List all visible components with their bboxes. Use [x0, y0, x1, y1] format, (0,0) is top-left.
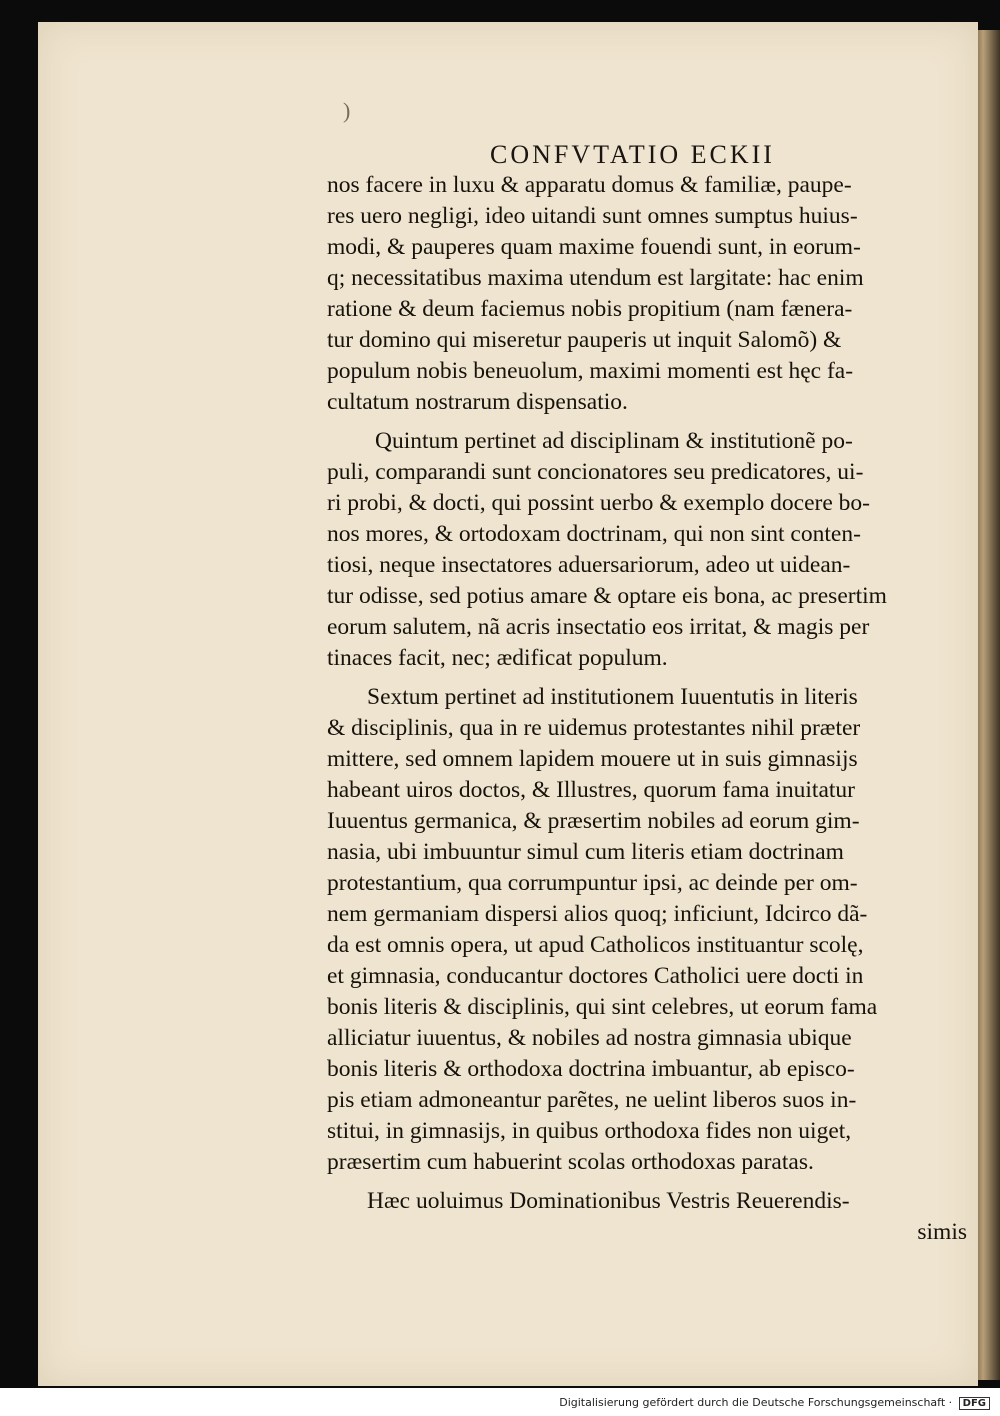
text-line: nos mores, & ortodoxam doctrinam, qui non sint conten- — [327, 521, 861, 547]
text-line: ratione & deum faciemus nobis propitium (nam fænera- — [327, 296, 853, 322]
text-line: bonis literis & orthodoxa doctrina imbuantur, ab episco- — [327, 1056, 855, 1082]
text-line: tur domino qui miseretur pauperis ut inquit Salomõ) & — [327, 327, 842, 353]
text-line: pis etiam admoneantur parẽtes, ne uelint liberos suos in- — [327, 1087, 857, 1113]
text-line: res uero negligi, ideo uitandi sunt omnes sumptus huius- — [327, 203, 858, 229]
text-line: et gimnasia, conducantur doctores Catholici uere docti in — [327, 963, 864, 989]
margin-mark: ) — [343, 98, 351, 123]
text-line: q; necessitatibus maxima utendum est largitate: hac enim — [327, 265, 864, 291]
text-line: mittere, sed omnem lapidem mouere ut in suis gimnasijs — [327, 746, 858, 772]
text-line: cultatum nostrarum dispensatio. — [327, 389, 628, 415]
paragraph-4 — [327, 1186, 967, 1248]
text-line: Sextum pertinet ad institutionem Iuuentutis in literis — [367, 684, 858, 710]
text-line: tur odisse, sed potius amare & optare eis bona, ac presertim — [327, 583, 887, 609]
text-line: Hæc uoluimus Dominationibus Vestris Reuerendis- — [367, 1188, 850, 1214]
text-line: præsertim cum habuerint scolas orthodoxas paratas. — [327, 1149, 814, 1175]
paragraph-1 — [327, 170, 967, 418]
text-line: ri probi, & docti, qui possint uerbo & exemplo docere bo- — [327, 490, 871, 516]
text-line: habeant uiros doctos, & Illustres, quorum fama inuitatur — [327, 777, 855, 803]
page-text — [327, 170, 967, 1248]
running-title: CONFVTATIO ECKII — [490, 140, 775, 169]
funding-credit: Digitalisierung gefördert durch die Deutsche Forschungsgemeinschaft · — [559, 1396, 953, 1409]
text-line: Quintum pertinet ad disciplinam & institutionẽ po- — [375, 428, 853, 454]
text-line: da est omnis opera, ut apud Catholicos instituantur scolę, — [327, 932, 864, 958]
text-line: nos facere in luxu & apparatu domus & familiæ, paupe- — [327, 172, 852, 198]
text-line: alliciatur iuuentus, & nobiles ad nostra gimnasia ubique — [327, 1025, 852, 1051]
text-line: protestantium, qua corrumpuntur ipsi, ac deinde per om- — [327, 870, 858, 896]
text-line: & disciplinis, qua in re uidemus protestantes nihil præter — [327, 715, 861, 741]
paragraph-3 — [327, 682, 967, 1178]
text-line: populum nobis beneuolum, maximi momenti est hęc fa- — [327, 358, 854, 384]
text-line: bonis literis & disciplinis, qui sint celebres, ut eorum fama — [327, 994, 878, 1020]
text-line: nem germaniam dispersi alios quoq; inficiunt, Idcirco dã- — [327, 901, 868, 927]
dfg-logo: DFG — [959, 1397, 990, 1410]
footer-credit — [0, 1396, 990, 1410]
text-line: Iuuentus germanica, & præsertim nobiles ad eorum gim- — [327, 808, 860, 834]
catchword: simis — [917, 1219, 967, 1245]
text-line: tiosi, neque insectatores aduersariorum, adeo ut uidean- — [327, 552, 851, 578]
text-line: stitui, in gimnasijs, in quibus orthodoxa fides non uiget, — [327, 1118, 852, 1144]
text-line: eorum salutem, nã acris insectatio eos irritat, & magis per — [327, 614, 870, 640]
text-line: modi, & pauperes quam maxime fouendi sunt, in eorum- — [327, 234, 861, 260]
paragraph-2 — [327, 426, 967, 674]
text-line: nasia, ubi imbuuntur simul cum literis etiam doctrinam — [327, 839, 844, 865]
text-line: tinaces facit, nec; ædificat populum. — [327, 645, 668, 671]
text-line: puli, comparandi sunt concionatores seu predicatores, ui- — [327, 459, 864, 485]
